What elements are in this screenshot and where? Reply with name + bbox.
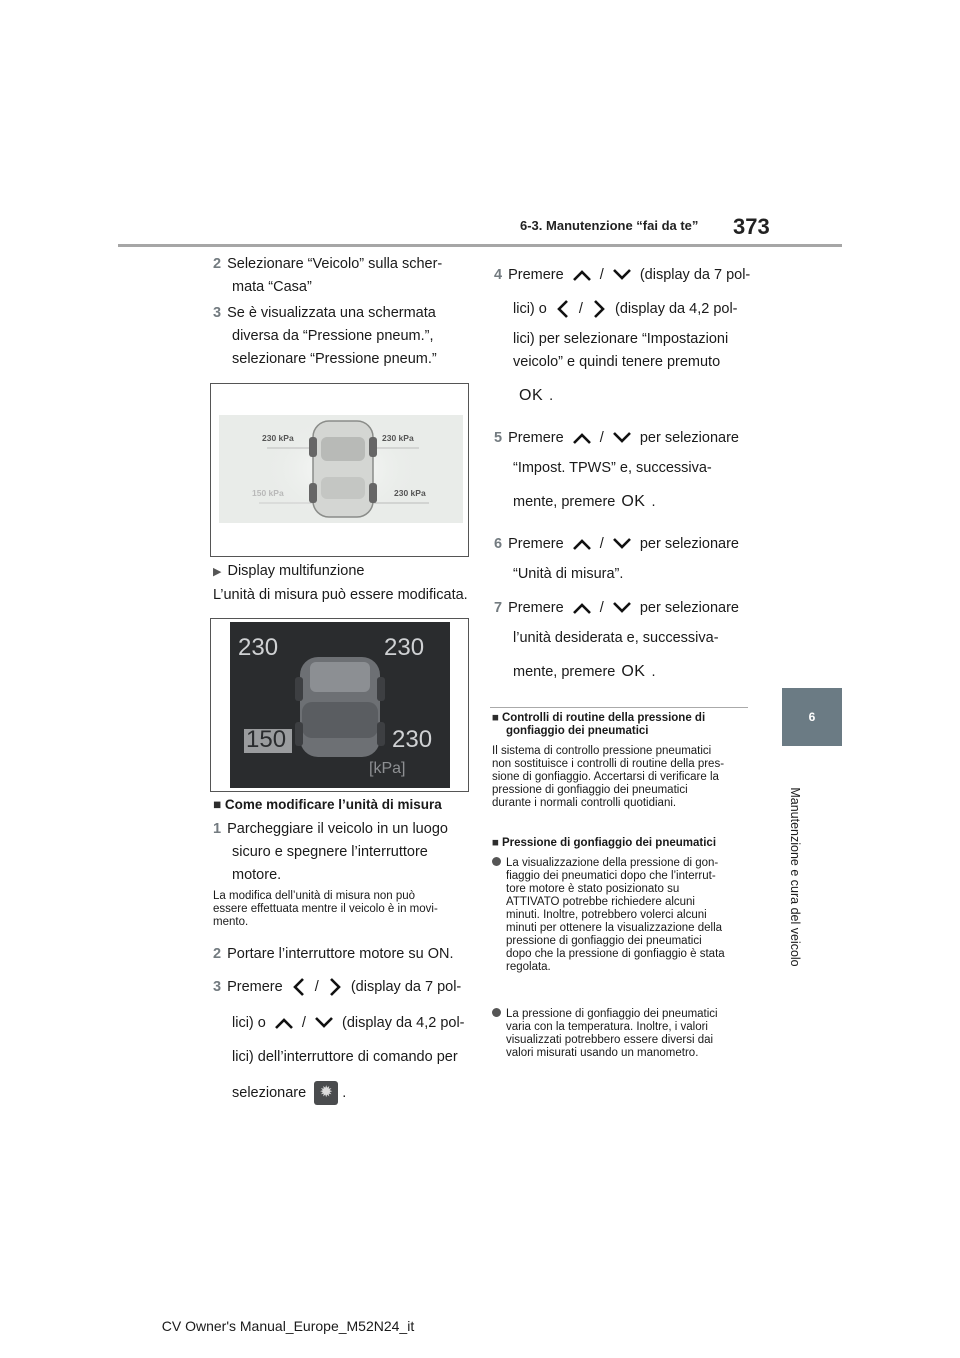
pressure-front-right: 230 kPa <box>382 433 414 443</box>
chevron-left-icon <box>291 977 307 997</box>
car-illustration <box>219 415 463 523</box>
heading-routine-checks: ■ Controlli di routine della pressione di gonfiaggio dei pneumatici <box>492 712 706 737</box>
section-heading-units: ■ Come modificare l’unità di misura <box>213 797 442 812</box>
step-3: 3 Se è visualizzata una schermata diversa da “Pressione pneum.”, selezionare “Pressione pneum.” <box>213 305 437 367</box>
dark-display <box>230 622 450 788</box>
square-bullet-icon: ■ <box>492 837 499 849</box>
bullet-temperature: La pressione di gonfiaggio dei pneumatici varia con la temperatura. Inoltre, i valori visualizzati potrebbero essere diversi dai valori misurati usando un manometro. <box>492 1008 754 1060</box>
square-bullet-icon: ■ <box>492 712 499 724</box>
chevron-right-icon <box>591 299 607 319</box>
step-2: 2 Selezionare “Veicolo” sulla scher- mata “Casa” <box>213 256 443 295</box>
chevron-down-icon <box>612 537 632 551</box>
display-unit: [kPa] <box>369 760 406 777</box>
step-6: 6 Premere / per selezionare “Unità di misura”. <box>494 536 739 582</box>
section-title: 6-3. Manutenzione “fai da te” <box>520 218 699 233</box>
bullet-display-delay: La visualizzazione della pressione di gon- fiaggio dei pneumatici dopo che l’interrut- tore motore è stato posizionato su ATTIVATO potrebbe richiedere alcuni minuti. Inoltre, potrebbero volerci alcuni minuti per ottenere la visualizzazione della pressione di gonfiaggio dei pneumatici dopo che la pressione di gonfiaggio è stata regolata. <box>492 857 754 974</box>
chevron-left-icon <box>555 299 571 319</box>
note-unit: La modifica dell’unità di misura non può essere effettuata mentre il veicolo è in movi- mento. <box>213 890 438 928</box>
display-4-2-figure <box>210 618 469 792</box>
chevron-up-icon <box>572 431 592 445</box>
chevron-down-icon <box>612 601 632 615</box>
step-4: 4 Premere / (display da 7 pol- lici) o / (display da 4,2 pol- lici) per selezionare “Impostazioni veicolo” e quindi tenere premuto OK . <box>494 267 751 404</box>
chevron-up-icon <box>572 268 592 282</box>
caption-arrow-icon: ▶ <box>213 566 222 578</box>
pressure-rear-right: 230 kPa <box>394 488 426 498</box>
routine-checks-text: Il sistema di controllo pressione pneumatici non sostituisce i controlli di routine della pres- sione di gonfiaggio. Accertarsi di verificare la pressione di gonfiaggio dei pneumatici durante i normali controlli quotidiani. <box>492 745 725 809</box>
pressure-rear-left: 150 kPa <box>252 488 284 498</box>
pressure-front-left: 230 kPa <box>262 433 294 443</box>
unit-change-text: L’unità di misura può essere modificata. <box>213 587 468 603</box>
chevron-up-icon <box>572 537 592 551</box>
display-rear-right: 230 <box>392 726 433 753</box>
ok-button-icon: OK <box>519 387 544 404</box>
step-5: 5 Premere / per selezionare “Impost. TPWS” e, successiva- mente, premere OK . <box>494 430 739 510</box>
chapter-label: Manutenzione e cura del veicolo <box>788 787 802 967</box>
header-rule <box>118 244 842 247</box>
chevron-down-icon <box>612 431 632 445</box>
chevron-right-icon <box>327 977 343 997</box>
footer-manual-id: CV Owner's Manual_Europe_M52N24_it <box>161 1318 415 1334</box>
ok-button-icon: OK <box>621 493 646 510</box>
heading-inflation-pressure: ■ Pressione di gonfiaggio dei pneumatici <box>492 837 717 849</box>
settings-gear-icon: ✹ <box>314 1081 338 1105</box>
chapter-tab: 6 <box>782 688 842 746</box>
chevron-up-icon <box>274 1016 294 1030</box>
chevron-down-icon <box>612 268 632 282</box>
page-number: 373 <box>733 214 770 239</box>
step-2b: 2 Portare l’interruttore motore su ON. <box>213 946 454 962</box>
chevron-down-icon <box>314 1016 334 1030</box>
square-bullet-icon: ■ <box>213 797 222 812</box>
ok-button-icon: OK <box>621 663 646 680</box>
bullet-dot-icon <box>492 857 501 866</box>
display-front-right: 230 <box>384 634 425 661</box>
display-rear-left: 150 <box>246 726 287 753</box>
figure-caption: ▶ Display multifunzione <box>213 563 365 579</box>
tire-pressure-figure <box>210 383 469 557</box>
section-divider <box>490 707 748 708</box>
step-1: 1 Parcheggiare il veicolo in un luogo sicuro e spegnere l’interruttore motore. <box>213 821 448 883</box>
bullet-dot-icon <box>492 1008 501 1017</box>
step-3b: 3 Premere / (display da 7 pol- lici) o / (display da 4,2 pol- lici) dell’interruttore di comando per selezionare ✹ . <box>213 976 483 1105</box>
chevron-up-icon <box>572 601 592 615</box>
step-7: 7 Premere / per selezionare l’unità desiderata e, successiva- mente, premere OK . <box>494 600 739 680</box>
display-front-left: 230 <box>238 634 279 661</box>
